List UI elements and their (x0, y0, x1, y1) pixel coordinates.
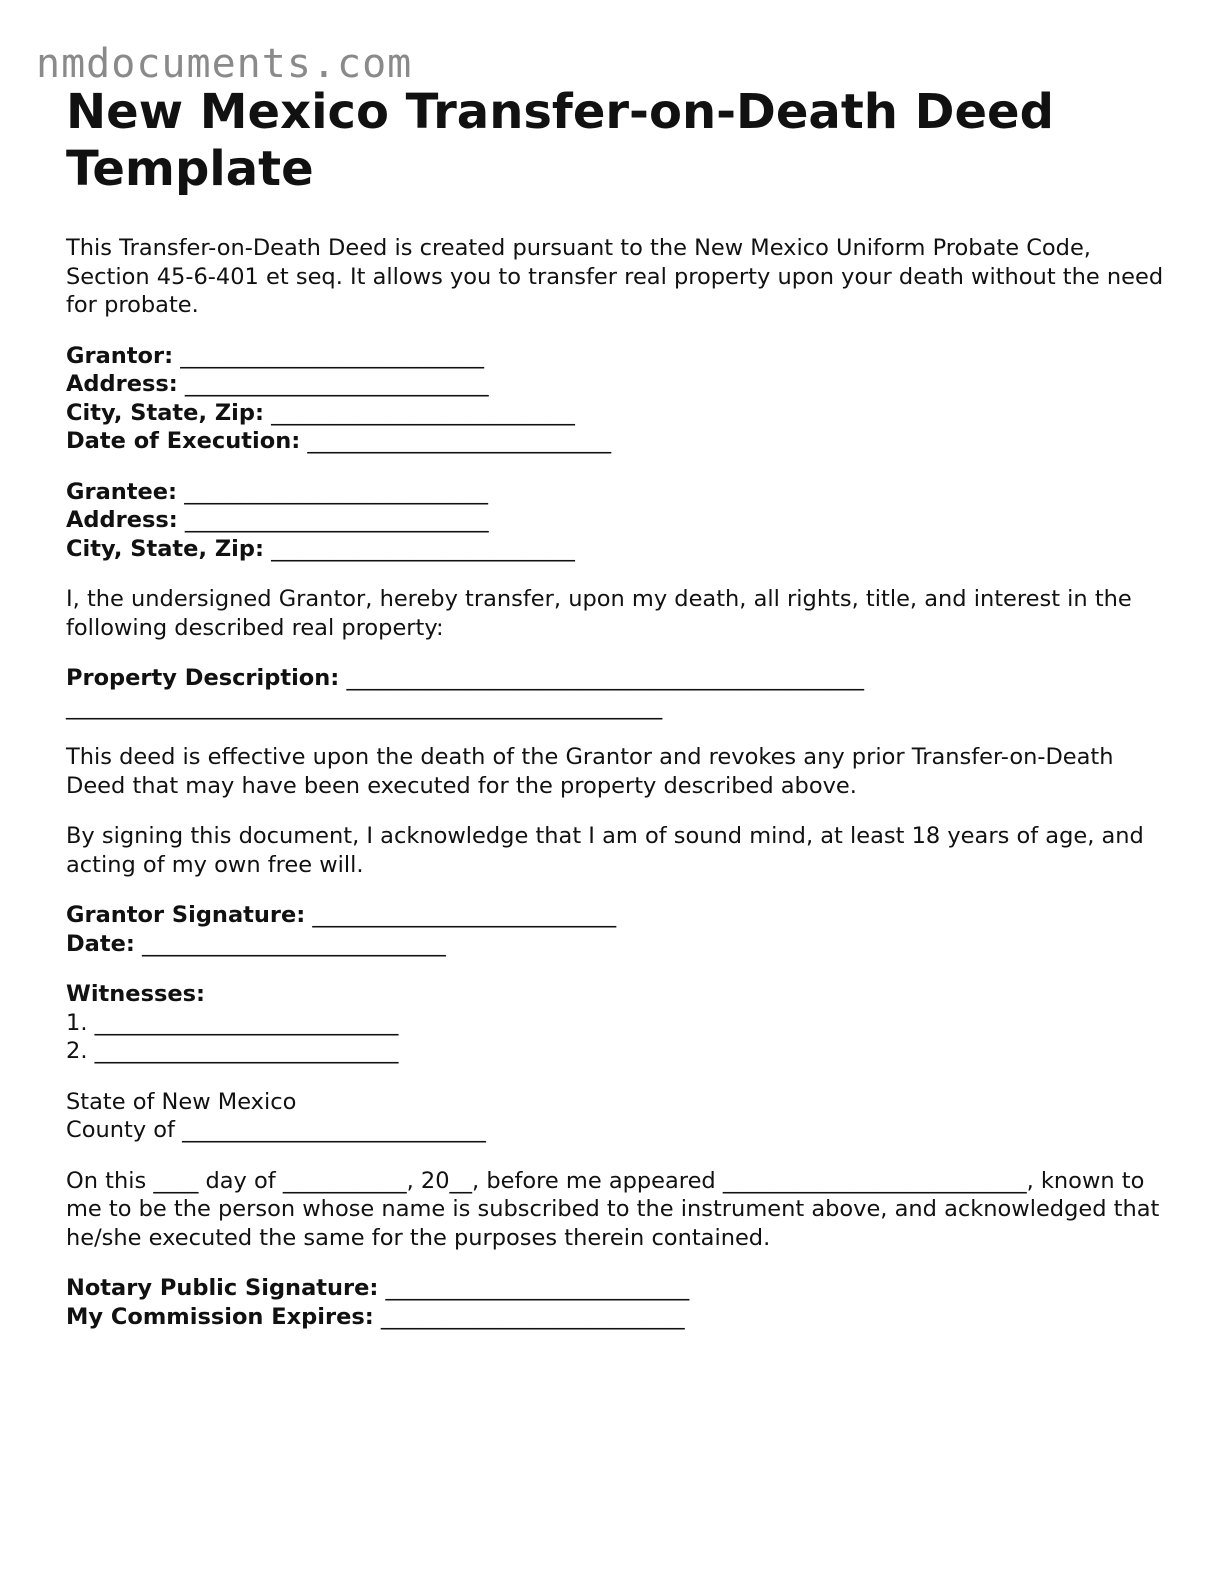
intro-paragraph: This Transfer-on-Death Deed is created pursuant to the New Mexico Uniform Probate Code, Section 45-6-401 et seq. It allows you to transfer real property upon your death without the need for probate. (66, 235, 1164, 318)
grantor-city-blank: ___________________________ (263, 399, 575, 426)
property-description-continuation: _____________________________________________________ (66, 693, 663, 720)
grantor-address-row (66, 370, 1166, 399)
commission-expires-blank: ___________________________ (373, 1303, 685, 1330)
grantee-address-blank: ___________________________ (177, 507, 489, 533)
commission-expires-row (66, 1303, 1166, 1332)
document-title: New Mexico Transfer-on-Death Deed Template (66, 84, 1054, 197)
grantor-address-label: Address: (66, 371, 178, 397)
grantee-address-row (66, 506, 1166, 535)
document-body (66, 84, 1166, 1353)
signature-fields (66, 901, 1166, 958)
grantor-signature-row (66, 901, 1166, 930)
witness-fields (66, 980, 1166, 1066)
transfer-statement: I, the undersigned Grantor, hereby transfer, upon my death, all rights, title, and interest in the following described real property: (66, 586, 1132, 641)
notary-statement: On this ____ day of ___________, 20__, before me appeared ___________________________, known to me to be the person whose name is subscribed to the instrument above, and acknowledged that he/she executed the same for the purposes therein contained. (66, 1167, 1160, 1251)
signature-date-row (66, 930, 1166, 959)
notary-county: County of ___________________________ (66, 1117, 486, 1143)
grantee-city-row (66, 535, 1166, 564)
grantor-name-blank: ___________________________ (173, 342, 484, 369)
grantee-city-blank: ___________________________ (263, 535, 575, 562)
grantor-address-blank: ___________________________ (177, 371, 489, 397)
notary-signature-blank: ___________________________ (378, 1275, 690, 1301)
grantor-fields (66, 342, 1166, 456)
grantee-name-blank: ___________________________ (177, 478, 488, 505)
grantor-signature-blank: ___________________________ (305, 902, 617, 928)
grantee-address-label: Address: (66, 507, 178, 533)
grantee-name-row (66, 478, 1166, 507)
grantee-city-label: City, State, Zip: (66, 535, 264, 562)
property-description-blank: ______________________________________________ (339, 665, 864, 691)
property-description-label: Property Description: (66, 665, 340, 691)
notary-signature-row (66, 1274, 1166, 1303)
notary-signature-label: Notary Public Signature: (66, 1275, 379, 1301)
site-watermark: nmdocuments.com (36, 41, 413, 87)
grantee-fields (66, 478, 1166, 564)
acknowledgment-statement: By signing this document, I acknowledge that I am of sound mind, at least 18 years of age, and acting of my own free will. (66, 823, 1144, 878)
notary-state: State of New Mexico (66, 1088, 297, 1115)
signature-date-blank: ___________________________ (134, 930, 446, 957)
witness-line-1: 1. ___________________________ (66, 1009, 399, 1036)
grantor-name-label: Grantor: (66, 342, 174, 369)
witness-line-2: 2. ___________________________ (66, 1038, 399, 1064)
signature-date-label: Date: (66, 930, 135, 957)
witnesses-label: Witnesses: (66, 981, 205, 1007)
grantor-date-row (66, 427, 1166, 456)
grantor-date-label: Date of Execution: (66, 428, 301, 454)
grantee-name-label: Grantee: (66, 478, 178, 505)
grantor-signature-label: Grantor Signature: (66, 902, 306, 928)
grantor-city-label: City, State, Zip: (66, 399, 264, 426)
effective-statement: This deed is effective upon the death of the Grantor and revokes any prior Transfer-on-Death Deed that may have been executed for the property described above. (66, 744, 1114, 799)
grantor-date-blank: ___________________________ (300, 428, 612, 454)
notary-fields (66, 1274, 1166, 1331)
grantor-city-row (66, 399, 1166, 428)
property-description-row (66, 664, 1166, 693)
notary-venue (66, 1088, 1166, 1145)
property-fields (66, 664, 1166, 721)
commission-expires-label: My Commission Expires: (66, 1303, 374, 1330)
grantor-name-row (66, 342, 1166, 371)
witnesses-heading (66, 980, 1166, 1009)
